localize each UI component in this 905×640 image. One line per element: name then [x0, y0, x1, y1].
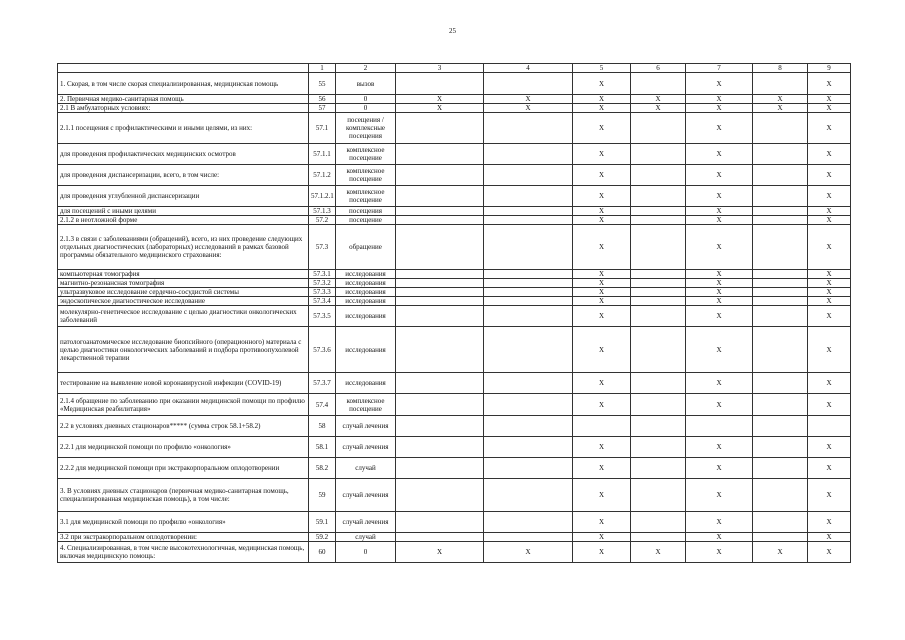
col3-cell: [396, 306, 484, 327]
row-code: 57.3.6: [309, 327, 336, 373]
col7-cell: X: [686, 533, 753, 542]
row-code: 57: [309, 104, 336, 113]
row-name: 2.1.4 обращение по заболеванию при оказании медицинской помощи по профилю «Медицинская реабилитация»: [58, 394, 309, 416]
col9-cell: X: [808, 279, 851, 288]
col5-cell: X: [573, 207, 631, 216]
col7-cell: X: [686, 113, 753, 144]
col6-cell: [631, 297, 686, 306]
col4-cell: [484, 113, 573, 144]
col9-cell: X: [808, 458, 851, 479]
col3-cell: [396, 186, 484, 207]
col9-cell: X: [808, 73, 851, 95]
col6-cell: [631, 458, 686, 479]
col8-cell: [753, 225, 808, 270]
row-code: 57.3.2: [309, 279, 336, 288]
table-row: [58, 394, 851, 416]
column-number: [58, 64, 309, 73]
col3-cell: [396, 73, 484, 95]
col3-cell: [396, 458, 484, 479]
col6-cell: [631, 186, 686, 207]
col6-cell: [631, 533, 686, 542]
col7-cell: X: [686, 95, 753, 104]
row-name: эндоскопическое диагностическое исследование: [58, 297, 309, 306]
col3-cell: [396, 437, 484, 458]
row-code: 57.3.4: [309, 297, 336, 306]
row-name: 4. Специализированная, в том числе высокотехнологичная, медицинская помощь, включая медицинскую помощь:: [58, 542, 309, 563]
row-name: 2.1.1 посещения с профилактическими и иными целями, из них:: [58, 113, 309, 144]
col5-cell: X: [573, 279, 631, 288]
col4-cell: [484, 207, 573, 216]
col6-cell: [631, 306, 686, 327]
row-name: тестирование на выявление новой коронавирусной инфекции (COVID-19): [58, 373, 309, 394]
col8-cell: [753, 288, 808, 297]
col5-cell: X: [573, 144, 631, 165]
column-number-row: [58, 64, 851, 73]
unit-cell: случай лечения: [336, 416, 396, 437]
col9-cell: X: [808, 225, 851, 270]
unit-cell: случай: [336, 533, 396, 542]
table-row: [58, 104, 851, 113]
col8-cell: [753, 306, 808, 327]
row-code: 55: [309, 73, 336, 95]
col5-cell: [573, 416, 631, 437]
row-code: 57.3.7: [309, 373, 336, 394]
col4-cell: [484, 144, 573, 165]
col6-cell: [631, 207, 686, 216]
table-row: [58, 512, 851, 533]
col5-cell: X: [573, 458, 631, 479]
row-name: компьютерная томография: [58, 270, 309, 279]
col8-cell: [753, 512, 808, 533]
col6-cell: X: [631, 95, 686, 104]
col5-cell: X: [573, 186, 631, 207]
col9-cell: X: [808, 186, 851, 207]
col7-cell: X: [686, 297, 753, 306]
col9-cell: X: [808, 512, 851, 533]
col3-cell: [396, 297, 484, 306]
col3-cell: [396, 225, 484, 270]
col8-cell: [753, 479, 808, 512]
col7-cell: X: [686, 73, 753, 95]
col3-cell: [396, 416, 484, 437]
col8-cell: [753, 144, 808, 165]
col4-cell: [484, 416, 573, 437]
col3-cell: [396, 327, 484, 373]
unit-cell: посещения / комплексные посещения: [336, 113, 396, 144]
unit-cell: случай лечения: [336, 512, 396, 533]
row-code: 56: [309, 95, 336, 104]
col4-cell: [484, 225, 573, 270]
page-number: 25: [449, 27, 456, 35]
unit-cell: случай: [336, 458, 396, 479]
col9-cell: X: [808, 297, 851, 306]
col9-cell: X: [808, 394, 851, 416]
row-code: 57.1.1: [309, 144, 336, 165]
column-number: 9: [808, 64, 851, 73]
col7-cell: X: [686, 373, 753, 394]
col7-cell: X: [686, 306, 753, 327]
row-name: ультразвуковое исследование сердечно-сосудистой системы: [58, 288, 309, 297]
col4-cell: X: [484, 104, 573, 113]
unit-cell: комплексное посещение: [336, 165, 396, 186]
unit-cell: 0: [336, 542, 396, 563]
row-name: для проведения углубленной диспансеризации: [58, 186, 309, 207]
col8-cell: [753, 186, 808, 207]
row-code: 57.1.3: [309, 207, 336, 216]
table-row: [58, 458, 851, 479]
col6-cell: [631, 327, 686, 373]
col8-cell: [753, 327, 808, 373]
row-name: 2.1 В амбулаторных условиях:: [58, 104, 309, 113]
column-number: 1: [309, 64, 336, 73]
col6-cell: [631, 144, 686, 165]
col4-cell: [484, 373, 573, 394]
column-number: 5: [573, 64, 631, 73]
col5-cell: X: [573, 113, 631, 144]
col9-cell: X: [808, 542, 851, 563]
col7-cell: [686, 416, 753, 437]
col6-cell: X: [631, 542, 686, 563]
col4-cell: X: [484, 95, 573, 104]
col8-cell: [753, 216, 808, 225]
col5-cell: X: [573, 73, 631, 95]
col7-cell: X: [686, 458, 753, 479]
col9-cell: X: [808, 327, 851, 373]
col6-cell: [631, 288, 686, 297]
col6-cell: [631, 437, 686, 458]
table-row: [58, 225, 851, 270]
col3-cell: [396, 288, 484, 297]
col4-cell: X: [484, 542, 573, 563]
row-name: 2. Первичная медико-санитарная помощь: [58, 95, 309, 104]
col3-cell: X: [396, 104, 484, 113]
col8-cell: X: [753, 104, 808, 113]
col7-cell: X: [686, 394, 753, 416]
unit-cell: исследования: [336, 327, 396, 373]
row-name: 2.1.2 в неотложной форме: [58, 216, 309, 225]
table-row: [58, 186, 851, 207]
col7-cell: X: [686, 327, 753, 373]
row-code: 59.2: [309, 533, 336, 542]
table-row: [58, 437, 851, 458]
col8-cell: X: [753, 95, 808, 104]
col5-cell: X: [573, 437, 631, 458]
col6-cell: [631, 225, 686, 270]
col4-cell: [484, 165, 573, 186]
col9-cell: X: [808, 479, 851, 512]
unit-cell: комплексное посещение: [336, 144, 396, 165]
row-code: 58.2: [309, 458, 336, 479]
col7-cell: X: [686, 288, 753, 297]
col3-cell: [396, 533, 484, 542]
row-name: магнитно-резонансная томография: [58, 279, 309, 288]
table-row: [58, 95, 851, 104]
table-row: [58, 416, 851, 437]
col5-cell: X: [573, 225, 631, 270]
col9-cell: X: [808, 104, 851, 113]
col9-cell: X: [808, 533, 851, 542]
column-number: 6: [631, 64, 686, 73]
col3-cell: X: [396, 95, 484, 104]
col8-cell: [753, 416, 808, 437]
col6-cell: [631, 165, 686, 186]
col4-cell: [484, 479, 573, 512]
unit-cell: 0: [336, 104, 396, 113]
row-code: 57.2: [309, 216, 336, 225]
col9-cell: X: [808, 437, 851, 458]
col6-cell: X: [631, 104, 686, 113]
row-name: для проведения профилактических медицинских осмотров: [58, 144, 309, 165]
col9-cell: X: [808, 270, 851, 279]
col8-cell: [753, 373, 808, 394]
col4-cell: [484, 216, 573, 225]
col6-cell: [631, 270, 686, 279]
col5-cell: X: [573, 288, 631, 297]
col9-cell: X: [808, 288, 851, 297]
table-row: [58, 297, 851, 306]
col3-cell: [396, 144, 484, 165]
column-number: 3: [396, 64, 484, 73]
col6-cell: [631, 113, 686, 144]
col8-cell: [753, 533, 808, 542]
table-row: [58, 306, 851, 327]
col7-cell: X: [686, 512, 753, 533]
col6-cell: [631, 216, 686, 225]
col7-cell: X: [686, 207, 753, 216]
table-row: [58, 479, 851, 512]
col3-cell: [396, 373, 484, 394]
row-code: 57.1: [309, 113, 336, 144]
row-code: 59: [309, 479, 336, 512]
col6-cell: [631, 279, 686, 288]
col5-cell: X: [573, 479, 631, 512]
table-row: [58, 270, 851, 279]
col5-cell: X: [573, 542, 631, 563]
col7-cell: X: [686, 186, 753, 207]
col4-cell: [484, 306, 573, 327]
column-number: 7: [686, 64, 753, 73]
program-volume-table: [57, 63, 851, 563]
table-row: [58, 165, 851, 186]
col3-cell: [396, 394, 484, 416]
unit-cell: комплексное посещение: [336, 394, 396, 416]
col5-cell: X: [573, 95, 631, 104]
col4-cell: [484, 279, 573, 288]
col5-cell: X: [573, 104, 631, 113]
col7-cell: X: [686, 479, 753, 512]
row-name: 2.2.2 для медицинской помощи при экстракорпоральном оплодотворении: [58, 458, 309, 479]
col5-cell: X: [573, 512, 631, 533]
col9-cell: [808, 416, 851, 437]
table-row: [58, 279, 851, 288]
col9-cell: X: [808, 95, 851, 104]
table-row: [58, 533, 851, 542]
table-row: [58, 373, 851, 394]
col6-cell: [631, 73, 686, 95]
col4-cell: [484, 437, 573, 458]
col3-cell: [396, 207, 484, 216]
col6-cell: [631, 373, 686, 394]
col6-cell: [631, 479, 686, 512]
col3-cell: [396, 279, 484, 288]
unit-cell: комплексное посещение: [336, 186, 396, 207]
row-code: 57.3.5: [309, 306, 336, 327]
col8-cell: [753, 437, 808, 458]
row-code: 57.4: [309, 394, 336, 416]
col3-cell: [396, 216, 484, 225]
col9-cell: X: [808, 216, 851, 225]
col7-cell: X: [686, 225, 753, 270]
table-row: [58, 73, 851, 95]
unit-cell: посещение: [336, 216, 396, 225]
table-row: [58, 216, 851, 225]
unit-cell: исследования: [336, 373, 396, 394]
col8-cell: [753, 165, 808, 186]
col3-cell: [396, 165, 484, 186]
col3-cell: [396, 270, 484, 279]
table-row: [58, 144, 851, 165]
col6-cell: [631, 416, 686, 437]
col5-cell: X: [573, 297, 631, 306]
col4-cell: [484, 533, 573, 542]
column-number: 8: [753, 64, 808, 73]
col7-cell: X: [686, 279, 753, 288]
col3-cell: [396, 512, 484, 533]
unit-cell: исследования: [336, 306, 396, 327]
col4-cell: [484, 288, 573, 297]
col9-cell: X: [808, 113, 851, 144]
row-name: молекулярно-генетическое исследование с целью диагностики онкологических заболеваний: [58, 306, 309, 327]
col9-cell: X: [808, 373, 851, 394]
row-code: 58.1: [309, 437, 336, 458]
col8-cell: [753, 270, 808, 279]
col9-cell: X: [808, 144, 851, 165]
col3-cell: [396, 113, 484, 144]
col5-cell: X: [573, 216, 631, 225]
col7-cell: X: [686, 270, 753, 279]
col8-cell: [753, 113, 808, 144]
table-row: [58, 113, 851, 144]
col9-cell: X: [808, 165, 851, 186]
row-name: 2.1.3 в связи с заболеваниями (обращений), всего, из них проведение следующих отдельных диагностических (лабораторных) исследований в рамках базовой программы обязательного медицинского страхования:: [58, 225, 309, 270]
table-row: [58, 542, 851, 563]
row-code: 57.3: [309, 225, 336, 270]
col4-cell: [484, 327, 573, 373]
col8-cell: [753, 207, 808, 216]
col4-cell: [484, 73, 573, 95]
col3-cell: [396, 479, 484, 512]
column-number: 4: [484, 64, 573, 73]
col8-cell: [753, 297, 808, 306]
row-name: патологоанатомическое исследование биопсийного (операционного) материала с целью диагностики онкологических заболеваний и подбора противоопухолевой лекарственной терапии: [58, 327, 309, 373]
col4-cell: [484, 186, 573, 207]
unit-cell: исследования: [336, 297, 396, 306]
row-code: 57.3.1: [309, 270, 336, 279]
col6-cell: [631, 512, 686, 533]
row-code: 57.1.2.1: [309, 186, 336, 207]
row-name: 1. Скорая, в том числе скорая специализированная, медицинская помощь: [58, 73, 309, 95]
col4-cell: [484, 512, 573, 533]
col8-cell: [753, 279, 808, 288]
col9-cell: X: [808, 306, 851, 327]
col8-cell: [753, 458, 808, 479]
row-name: 3.2 при экстракорпоральном оплодотворении:: [58, 533, 309, 542]
unit-cell: 0: [336, 95, 396, 104]
col7-cell: X: [686, 216, 753, 225]
row-code: 60: [309, 542, 336, 563]
row-name: 2.2 в условиях дневных стационаров***** (сумма строк 58.1+58.2): [58, 416, 309, 437]
row-code: 59.1: [309, 512, 336, 533]
unit-cell: исследования: [336, 270, 396, 279]
col5-cell: X: [573, 373, 631, 394]
unit-cell: случай лечения: [336, 437, 396, 458]
row-code: 57.3.3: [309, 288, 336, 297]
col4-cell: [484, 458, 573, 479]
unit-cell: исследования: [336, 279, 396, 288]
col3-cell: X: [396, 542, 484, 563]
row-name: 3.1 для медицинской помощи по профилю «онкология»: [58, 512, 309, 533]
col5-cell: X: [573, 394, 631, 416]
col6-cell: [631, 394, 686, 416]
row-name: для проведения диспансеризации, всего, в том числе:: [58, 165, 309, 186]
row-name: 3. В условиях дневных стационаров (первичная медико-санитарная помощь, специализированная медицинская помощь), в том числе:: [58, 479, 309, 512]
col9-cell: X: [808, 207, 851, 216]
unit-cell: исследования: [336, 288, 396, 297]
table-row: [58, 327, 851, 373]
col7-cell: X: [686, 437, 753, 458]
col8-cell: X: [753, 542, 808, 563]
col4-cell: [484, 270, 573, 279]
unit-cell: посещения: [336, 207, 396, 216]
col7-cell: X: [686, 104, 753, 113]
row-name: для посещений с иными целями: [58, 207, 309, 216]
table-row: [58, 207, 851, 216]
col5-cell: X: [573, 327, 631, 373]
unit-cell: обращение: [336, 225, 396, 270]
unit-cell: вызов: [336, 73, 396, 95]
col7-cell: X: [686, 165, 753, 186]
col5-cell: X: [573, 533, 631, 542]
col7-cell: X: [686, 144, 753, 165]
col4-cell: [484, 394, 573, 416]
table-row: [58, 288, 851, 297]
unit-cell: случай лечения: [336, 479, 396, 512]
col7-cell: X: [686, 542, 753, 563]
col5-cell: X: [573, 306, 631, 327]
col5-cell: X: [573, 165, 631, 186]
row-code: 58: [309, 416, 336, 437]
col8-cell: [753, 73, 808, 95]
column-number: 2: [336, 64, 396, 73]
col5-cell: X: [573, 270, 631, 279]
row-code: 57.1.2: [309, 165, 336, 186]
col8-cell: [753, 394, 808, 416]
col4-cell: [484, 297, 573, 306]
row-name: 2.2.1 для медицинской помощи по профилю «онкология»: [58, 437, 309, 458]
